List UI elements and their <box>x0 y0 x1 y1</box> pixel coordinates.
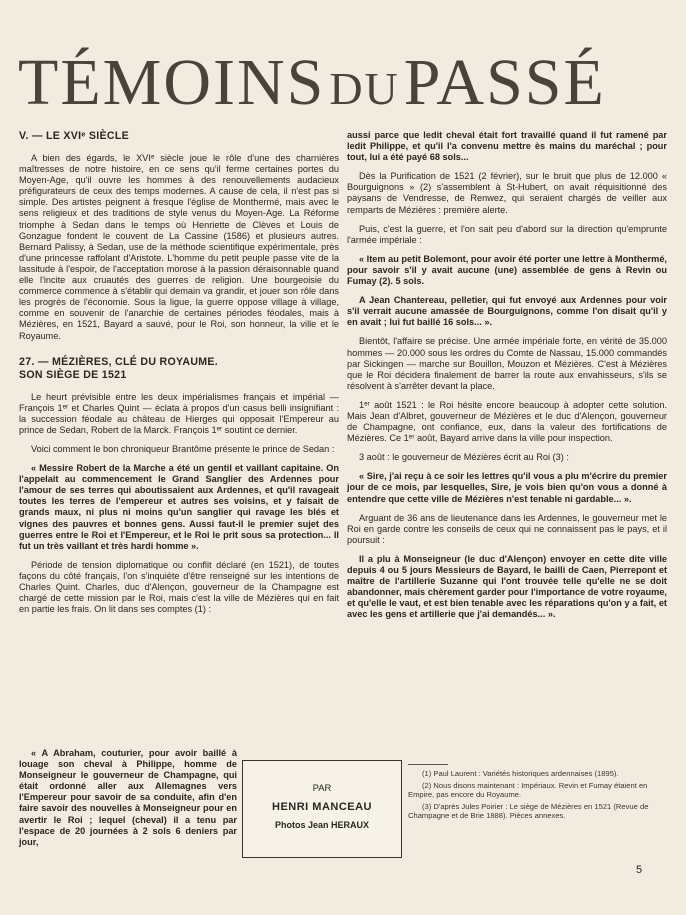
page-title <box>18 48 668 118</box>
footnote-1: (1) Paul Laurent : Variétés historiques ardennaises (1895). <box>422 769 619 778</box>
right-paragraph-1: aussi parce que ledit cheval était fort travaillé quand il fut ramené par ledit Philippe, et qu'il l'a convenu mettre ès mains du maréchal ; pour tout, lui a été payé 68 sols... <box>347 130 667 163</box>
notes-divider <box>408 764 448 765</box>
title-word-passe: PASSÉ <box>403 46 606 119</box>
byline-photos: Photos Jean HERAUX <box>274 820 370 830</box>
right-quote-bolemont: « Item au petit Bolemont, pour avoir été porter une lettre à Monthermé, pour savoir s'il y avait aucune (une) assemblée de gens à Revin ou Fumay (2). 5 sols. <box>347 253 667 287</box>
brantome-quote: « Messire Robert de la Marche a été un gentil et vaillant capitaine. On l'appelait au commencement le Grand Sanglier des Ardennes pour l'amour de ses terres qui aboutissaient aux Ardennes, et qu'il ravageait toutes les terres de l'empereur et autres ses voisins, et y faisait de grands maux, ni plus ni moins qu'un sanglier qui ravage les blés et vignes des pauvres et bonnes gens. Aussi faut-il le premier sujet des guerres entre le Roi et l'Empereur, et le Roi le prit sous sa protection... Il fut un très vaillant et très hardi homme ». <box>19 463 339 551</box>
right-paragraph-2: Dès la Purification de 1521 (2 février), sur le bruit que plus de 12.000 « Bourguignons » (2) s'assemblent à St-Hubert, on avait réquisitionné des paysans de Vendresse, de Renwez, qui seraient chargés de veiller aux remparts de Mézières : première alerte. <box>347 171 667 215</box>
footnotes <box>408 769 672 823</box>
footnote-2: (2) Nous disons maintenant : Impériaux. Revin et Fumay étaient en Empire, pas encore du Royaume. <box>408 780 648 800</box>
abraham-quote <box>19 748 237 848</box>
right-paragraph-6: Bientôt, l'affaire se précise. Une armée impériale forte, en vérité de 35.000 hommes — 20.000 sous les ordres du Comte de Nassau, 15.000 commandés par Sickingen — marche sur Bouillon, Mouzon et Mézières. C'est à Mézières que le Roi décidera finalement de barrer la route aux envahisseurs, s'ils se résolvent à s'arrêter devant la place. <box>347 336 667 391</box>
abraham-quote-text: « A Abraham, couturier, pour avoir baillé à louage son cheval à Philippe, homme de Monseigneur le gouverneur de Champagne, qui était ordonné aller aux Allemagnes vers l'Empereur pour savoir de sa conduite, afin d'en faire savoir des nouvelles à Monseigneur pour en avertir le Roi ; lequel (cheval) il a tenu par l'espace de 20 journées à 2 sols 6 deniers par jour, <box>19 748 237 847</box>
title-word-temoins: TÉMOINS <box>18 46 326 119</box>
right-paragraph-8: 3 août : le gouverneur de Mézières écrit au Roi (3) : <box>359 452 569 463</box>
section-27-heading <box>19 356 339 382</box>
byline-par: PAR <box>312 783 332 794</box>
byline-box <box>242 760 402 858</box>
page-number: 5 <box>636 864 643 876</box>
right-quote-monseigneur: Il a plu à Monseigneur (le duc d'Alençon) envoyer en cette dite ville depuis 4 ou 5 jours Messieurs de Bayard, le bailli de Caen, Pierrepont et maître de l'artillerie Suzanne qui l'ont trouvée telle qu'elle ne se doit abandonner, mais chèrement garder pour l'importance de votre royaume, et qu'elle le vaut, et est bien tenable avec les réparations qu'on y a fait, et avec les gens et artillerie que j'ai demandés... ». <box>347 553 667 620</box>
right-paragraph-10: Arguant de 36 ans de lieutenance dans les Ardennes, le gouverneur met le Roi en garde contre les conseils de ceux qui ne connaissent pas le pays, et il poursuit : <box>347 512 667 545</box>
right-quote-chantereau: A Jean Chantereau, pelletier, qui fut envoyé aux Ardennes pour voir s'il verrait aucune amassée de Bourguignons, comme l'on disait qu'il y en avait ; lui fut baillé 16 sols... ». <box>347 295 667 328</box>
title-word-du: DU <box>329 63 400 114</box>
right-paragraph-7: 1ᵉʳ août 1521 : le Roi hésite encore beaucoup à adopter cette solution. Mais Jean d'Albret, gouverneur de Mézières et le duc d'Alençon, gouverneur de Champagne, ont confiance, eux, dans la valeur des fortifications de Mézières. Ce 1ᵉʳ août, Bayard arrive dans la ville pour inspection. <box>347 399 667 444</box>
section-27-heading-line2: SON SIÈGE DE 1521 <box>19 368 127 381</box>
left-column <box>19 130 339 623</box>
section-27-paragraph-4: Période de tension diplomatique ou conflit déclaré (en 1521), de toutes façons du côté français, l'on s'inquiète d'être renseigné sur les intentions de Charles Quint. Charles, duc d'Alençon, gouverneur de la Champagne est chargé de cette mission par le Roi, mais c'est la ville de Mézières qui en fait en partie les frais. On lit dans ses comptes (1) : <box>19 559 339 615</box>
section-27-paragraph-2: Voici comment le bon chroniqueur Brantôme présente le prince de Sedan : <box>31 443 335 454</box>
right-column <box>347 130 667 628</box>
footnote-3: (3) D'après Jules Poirier : Le siège de Mézières en 1521 (Revue de Champagne et de Brie 1888). Pièces annexes. <box>408 801 649 821</box>
right-paragraph-3: Puis, c'est la guerre, et l'on sait peu d'abord sur la direction qu'emprunte l'armée impériale : <box>347 223 667 245</box>
right-quote-sire: « Sire, j'ai reçu à ce soir les lettres qu'il vous a plu m'écrire du premier jour de ce mois, par lesquelles, Sire, je vois bien qu'on vous a donné à entendre que cette ville de Mézières n'est tenable ni gardable... ». <box>347 471 667 504</box>
section-27-paragraph-1: Le heurt prévisible entre les deux impérialismes français et impérial — François 1ᵉʳ et Charles Quint — éclata à propos d'un casus belli insignifiant : la succession féodale au château de Hierges qui opposait l'Empereur au prince de Sedan, Robert de la Marck. François 1ᵉʳ soutint ce dernier. <box>19 391 339 435</box>
byline-author: HENRI MANCEAU <box>272 801 372 813</box>
section-5-heading: V. — LE XVIᵉ SIÈCLE <box>19 130 129 142</box>
section-5-paragraph: A bien des égards, le XVIᵉ siècle joue le rôle d'une des charnières maîtresses de notre histoire, en ce sens qu'il ferme certaines portes du Moyen-Age, qu'il ouvre les hommes à des renouvellements audacieux préfigurateurs de ceux des temps modernes. A cause de cela, il n'est pas si simple. Des artistes peignent à fresque l'église de Monthermé, mais avec le sens religieux et des traditions de style venus du Moyen-Age. La Réforme triomphe à Sedan dans le temps où Henriette de Clèves et Louis de Gonzague fondent le couvent de La Cassine (1586) et plusieurs autres. Bernard Palissy, à Sedan, use de la méthode scientifique expérimentale, près d'une princesse raffolant d'Aristote. L'homme du petit peuple passe vite de la lassitude à l'espoir, de l'acceptation morose à la passion déraisonnable quand elle l'incite aux cruautés des guerres de religion. Une bourgeoisie du commerce commence à s'établir qui demain va grandir, et jouer son rôle dans les progrès de l'économie. Sous la ligue, la guerre oppose village à village, comme en souvenir de l'anarchie de certaines périodes féodales, mais à Mézières, en 1521, Bayard a sauvé, pour le Roi, son honneur, la ville et le Royaume. <box>19 153 339 341</box>
section-27-heading-line1: 27. — MÉZIÈRES, CLÉ DU ROYAUME. <box>19 355 219 368</box>
